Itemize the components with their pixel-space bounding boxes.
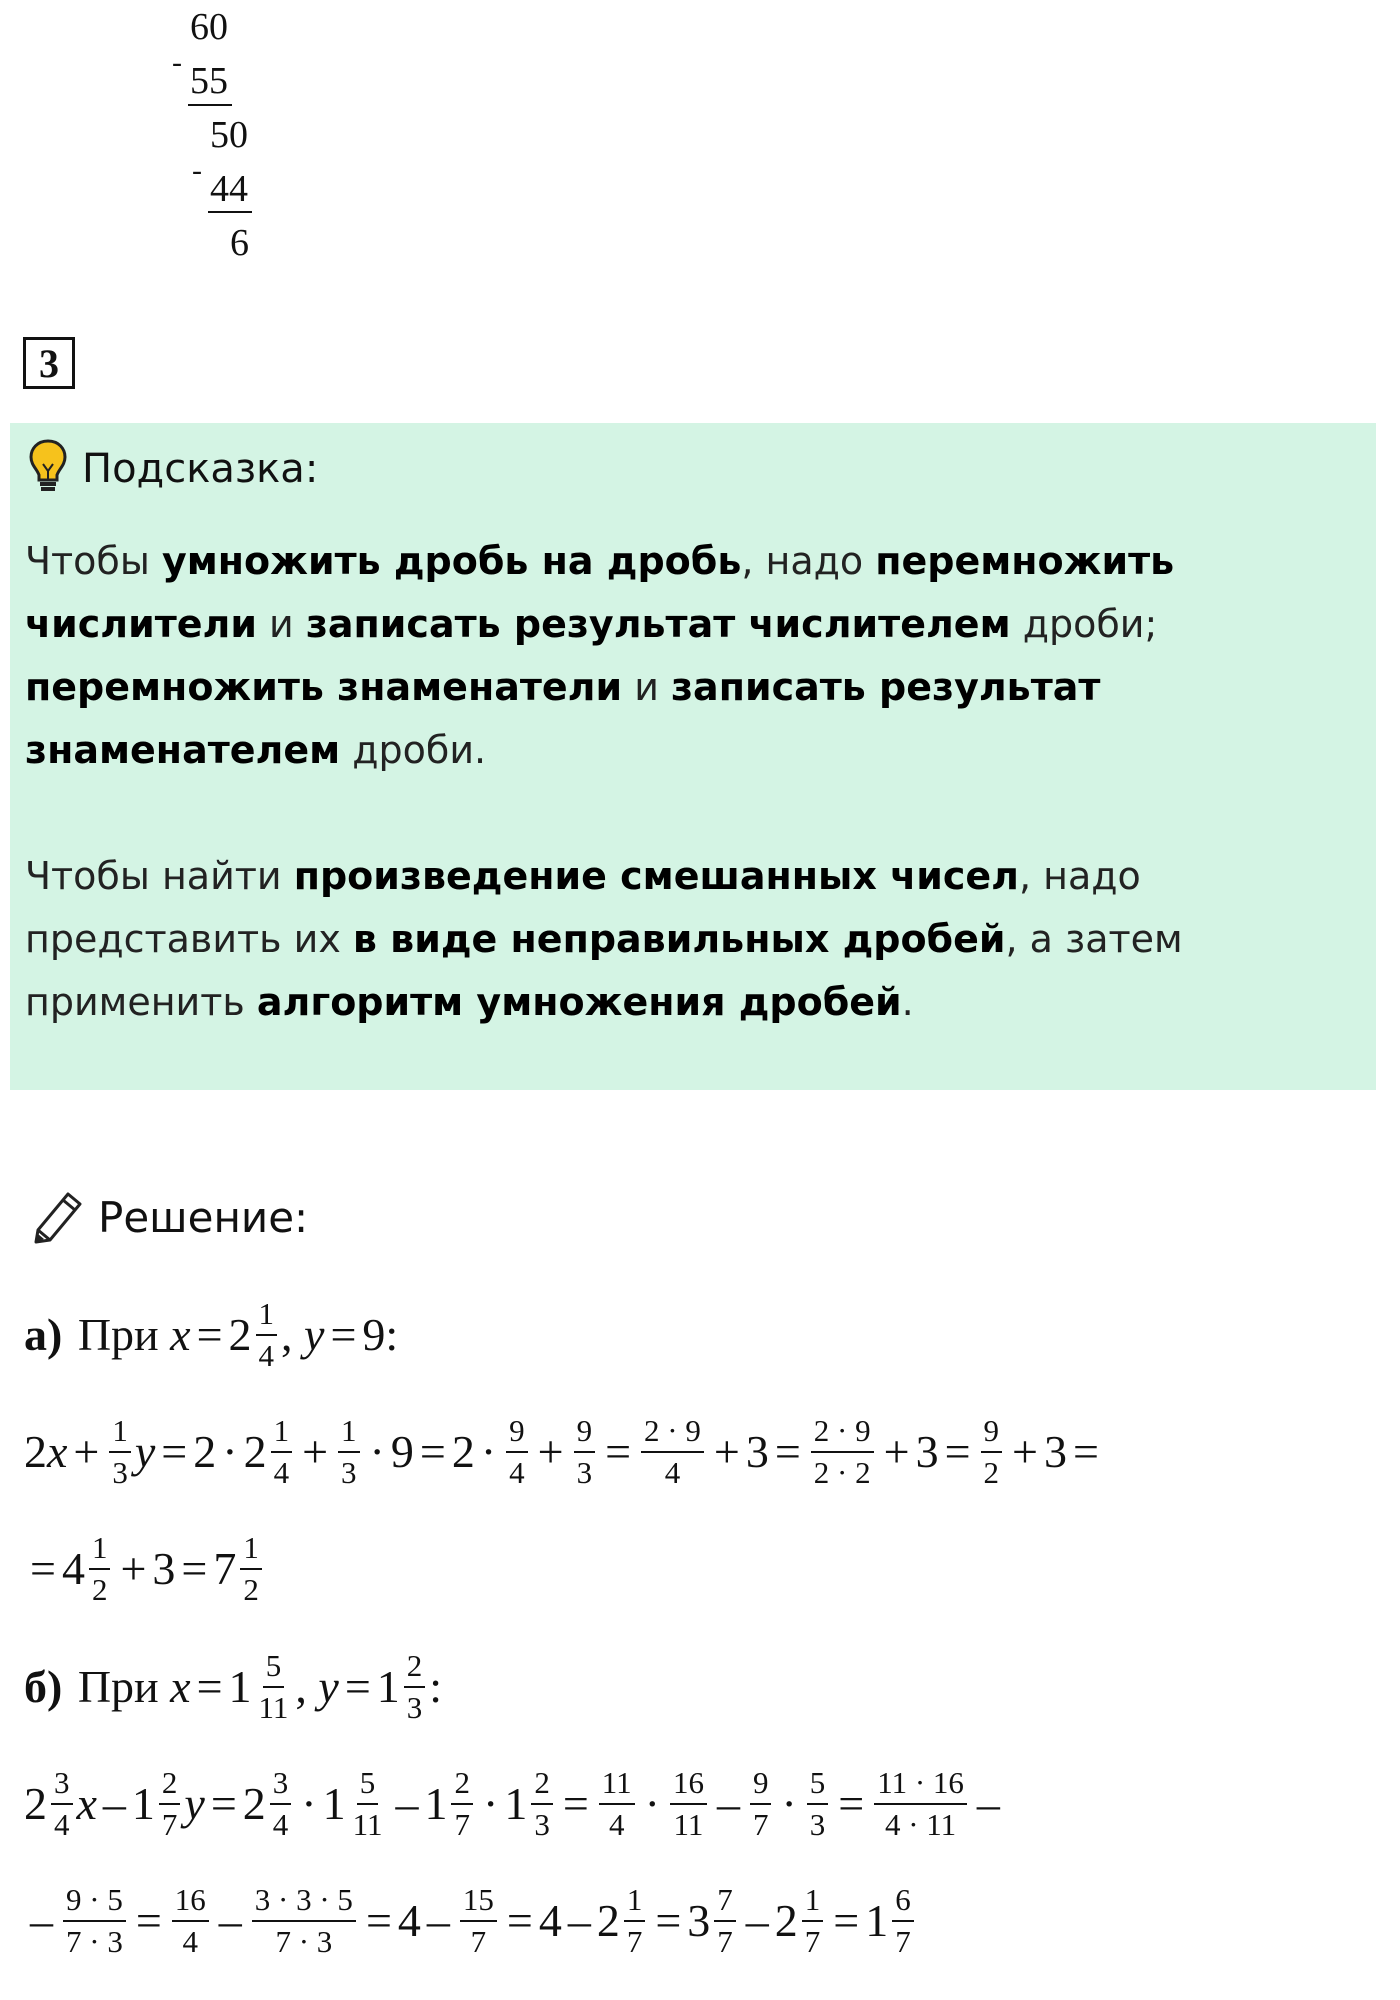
hint-text: и [622,665,671,709]
fraction [714,1882,736,1959]
denominator: 7 [470,1923,487,1959]
denominator: 4 [182,1923,199,1959]
variable: x [170,1309,191,1361]
denominator: 7 [752,1806,769,1842]
operator: = [506,1895,533,1947]
fraction [109,1413,131,1490]
math-line-a-result [24,1530,266,1607]
math-text: , [295,1661,319,1713]
operator: = [161,1426,188,1478]
denominator: 7 [626,1923,643,1959]
operator: = [838,1778,865,1830]
denominator: 11 [673,1806,704,1842]
denominator: 7 [804,1923,821,1959]
denominator: 3 [809,1806,826,1842]
numerator: 2 · 9 [811,1413,874,1453]
operator: = [196,1309,223,1361]
hint-emphasis: умножить дробь на дробь [161,539,742,583]
denominator: 4 [54,1806,70,1842]
math-line-a-condition [24,1296,398,1373]
fraction [574,1413,596,1490]
math-text: 2 [242,1778,266,1830]
math-text: 3 [152,1543,176,1595]
operator: + [1012,1426,1038,1478]
denominator: 3 [406,1689,423,1725]
operator: = [30,1543,56,1595]
division-line [188,104,232,106]
denominator: 11 [258,1689,289,1725]
denominator: 3 [576,1454,593,1490]
part-label: а) [24,1309,63,1361]
hint-header [28,438,318,499]
denominator: 7 [895,1923,911,1959]
math-text: 2 [451,1426,475,1478]
hint-text: дроби; [1010,602,1158,646]
math-text: 1 [131,1778,155,1830]
numerator: 7 [714,1882,736,1922]
math-text: 1 [424,1778,448,1830]
denominator: 3 [534,1806,550,1842]
fraction [641,1413,704,1490]
variable: x [47,1426,68,1478]
numerator: 1 [624,1882,646,1922]
operator: + [120,1543,147,1595]
hint-paragraph [25,845,1345,1034]
numerator: 3 · 3 · 5 [252,1882,356,1922]
operator: = [210,1778,237,1830]
hint-paragraph [25,530,1345,782]
operator: · [482,1778,499,1830]
long-division-row: 50 [210,114,248,156]
math-text: 2 [24,1778,47,1830]
math-text: 1 [865,1895,889,1947]
numerator: 1 [109,1413,131,1453]
hint-emphasis: произведение смешанных чисел [293,854,1019,898]
hint-emphasis: в виде неправильных дробей [352,917,1006,961]
variable: y [318,1661,339,1713]
operator: – [745,1895,769,1947]
numerator: 5 [807,1765,829,1805]
operator: = [181,1543,208,1595]
numerator: 6 [892,1882,914,1922]
operator: = [774,1426,801,1478]
operator: · [781,1778,797,1830]
operator: – [567,1895,591,1947]
hint-text: , надо [741,539,876,583]
denominator: 2 [983,1454,1000,1490]
math-text: 1 [376,1661,400,1713]
numerator: 2 [404,1648,426,1688]
fraction [874,1765,967,1842]
operator: = [655,1895,682,1947]
operator: = [562,1778,589,1830]
hint-text: Чтобы найти [25,854,294,898]
numerator: 3 [51,1765,73,1805]
denominator: 4 [509,1454,525,1490]
denominator: 7 · 3 [275,1923,333,1959]
operator: = [944,1426,971,1478]
hint-title: Подсказка: [82,445,319,492]
math-line-b-condition [24,1648,442,1725]
operator: + [73,1426,100,1478]
numerator: 1 [89,1530,111,1570]
operator: – [218,1895,242,1947]
denominator: 4 [258,1337,275,1373]
math-text: 3 [745,1426,769,1478]
math-text: 1 [322,1778,346,1830]
operator: = [135,1895,162,1947]
math-text: 9: [362,1309,399,1361]
fraction [460,1882,497,1959]
fraction [63,1882,126,1959]
numerator: 9 · 5 [63,1882,126,1922]
numerator: 1 [271,1413,293,1453]
numerator: 1 [240,1530,262,1570]
math-text: 2 [596,1895,620,1947]
denominator: 2 [91,1571,108,1607]
denominator: 3 [112,1454,128,1490]
math-text: 4 [61,1543,85,1595]
fraction [506,1413,528,1490]
numerator: 9 [574,1413,596,1453]
hint-text: дроби. [340,728,487,772]
math-text: 3 [1043,1426,1067,1478]
lightbulb-icon [28,438,68,499]
division-line [208,211,252,213]
numerator: 11 · 16 [874,1765,967,1805]
denominator: 2 · 2 [813,1454,871,1490]
math-text: 9 [390,1426,414,1478]
fraction [240,1530,262,1607]
task-number-label: 3 [39,340,59,386]
fraction [51,1765,73,1842]
denominator: 7 [454,1806,470,1842]
operator: · [480,1426,497,1478]
denominator: 4 [608,1806,625,1842]
denominator: 7 [161,1806,178,1842]
math-text: 3 [915,1426,939,1478]
fraction [981,1413,1003,1490]
hint-emphasis: записать результат числителем [305,602,1011,646]
long-division-row: 6 [230,222,249,264]
variable: x [76,1778,97,1830]
operator: – [30,1895,53,1947]
minus-sign: - [192,154,202,187]
operator: + [883,1426,910,1478]
variable: y [304,1309,325,1361]
math-text: : [429,1661,443,1713]
operator: = [196,1661,223,1713]
hint-text: . [901,980,914,1024]
math-text: 3 [687,1895,711,1947]
fraction [451,1765,473,1842]
numerator: 1 [256,1296,278,1336]
operator: – [395,1778,419,1830]
numerator: 16 [670,1765,707,1805]
math-text: 1 [228,1661,252,1713]
hint-text: и [256,602,306,646]
math-text: 4 [397,1895,421,1947]
numerator: 9 [750,1765,772,1805]
math-text: 2 [193,1426,217,1478]
numerator: 16 [172,1882,209,1922]
operator: = [365,1895,392,1947]
operator: = [605,1426,632,1478]
operator: · [644,1778,660,1830]
variable: y [134,1426,156,1478]
math-line-b-result [24,1882,918,1959]
math-text: 2 [243,1426,267,1478]
operator: = [344,1661,371,1713]
numerator: 11 [599,1765,635,1805]
hint-emphasis: перемножить числители [25,539,1175,646]
numerator: 2 [159,1765,181,1805]
math-text: 7 [213,1543,237,1595]
math-text: , [281,1309,305,1361]
operator: = [419,1426,446,1478]
operator: = [1072,1426,1099,1478]
denominator: 4 [273,1454,290,1490]
denominator: 4 · 11 [884,1806,957,1842]
operator: + [713,1426,740,1478]
numerator: 3 [270,1765,292,1805]
math-text: 2 [228,1309,252,1361]
fraction [750,1765,772,1842]
variable: y [184,1778,205,1830]
denominator: 7 [717,1923,733,1959]
solution-title: Решение: [98,1193,309,1242]
fraction [270,1765,292,1842]
denominator: 4 [664,1454,681,1490]
numerator: 1 [338,1413,360,1453]
fraction [531,1765,553,1842]
minus-sign: - [172,46,182,79]
denominator: 3 [341,1454,357,1490]
math-text: При [66,1309,171,1361]
fraction [252,1882,356,1959]
numerator: 5 [357,1765,379,1805]
operator: – [716,1778,740,1830]
math-text: 1 [504,1778,528,1830]
operator: = [833,1895,860,1947]
long-division-row: 60 [190,6,228,48]
operator: – [976,1778,1000,1830]
solution-header [28,1186,308,1249]
fraction [350,1765,386,1842]
fraction [599,1765,635,1842]
task-number [23,337,75,389]
fraction [624,1882,646,1959]
part-label: б) [24,1661,63,1713]
long-division-row: 55 [190,60,228,102]
numerator: 9 [981,1413,1003,1453]
numerator: 1 [802,1882,824,1922]
fraction [256,1296,278,1373]
math-line-a-calc [24,1413,1105,1490]
numerator: 5 [263,1648,285,1688]
fraction [670,1765,707,1842]
math-text: 2 [24,1426,47,1478]
numerator: 2 [531,1765,553,1805]
math-text: 4 [538,1895,562,1947]
hint-text: , надо представить их [25,854,1141,961]
math-text: 2 [774,1895,798,1947]
variable: x [170,1661,191,1713]
long-division-row: 44 [210,168,248,210]
numerator: 2 [451,1765,473,1805]
hint-emphasis: записать результат знаменателем [25,665,1101,772]
fraction [338,1413,360,1490]
operator: · [222,1426,238,1478]
operator: · [301,1778,317,1830]
operator: = [330,1309,357,1361]
hint-text: Чтобы [25,539,162,583]
math-line-b-calc [24,1765,1006,1842]
denominator: 11 [352,1806,383,1842]
hint-text: , а затем применить [25,917,1183,1024]
numerator: 15 [460,1882,497,1922]
fraction [271,1413,293,1490]
denominator: 2 [243,1571,259,1607]
denominator: 4 [272,1806,289,1842]
math-text: При [66,1661,171,1713]
denominator: 7 · 3 [66,1923,123,1959]
fraction [89,1530,111,1607]
operator: · [369,1426,385,1478]
pencil-icon [28,1186,86,1249]
operator: – [426,1895,450,1947]
fraction [892,1882,914,1959]
numerator: 2 · 9 [641,1413,704,1453]
fraction [811,1413,874,1490]
fraction [807,1765,829,1842]
fraction [404,1648,426,1725]
fraction [256,1648,292,1725]
numerator: 9 [506,1413,528,1453]
operator: + [302,1426,329,1478]
operator: + [537,1426,564,1478]
fraction [802,1882,824,1959]
fraction [172,1882,209,1959]
operator: – [102,1778,126,1830]
hint-emphasis: перемножить знаменатели [25,665,623,709]
hint-emphasis: алгоритм умножения дробей [256,980,902,1024]
fraction [159,1765,181,1842]
